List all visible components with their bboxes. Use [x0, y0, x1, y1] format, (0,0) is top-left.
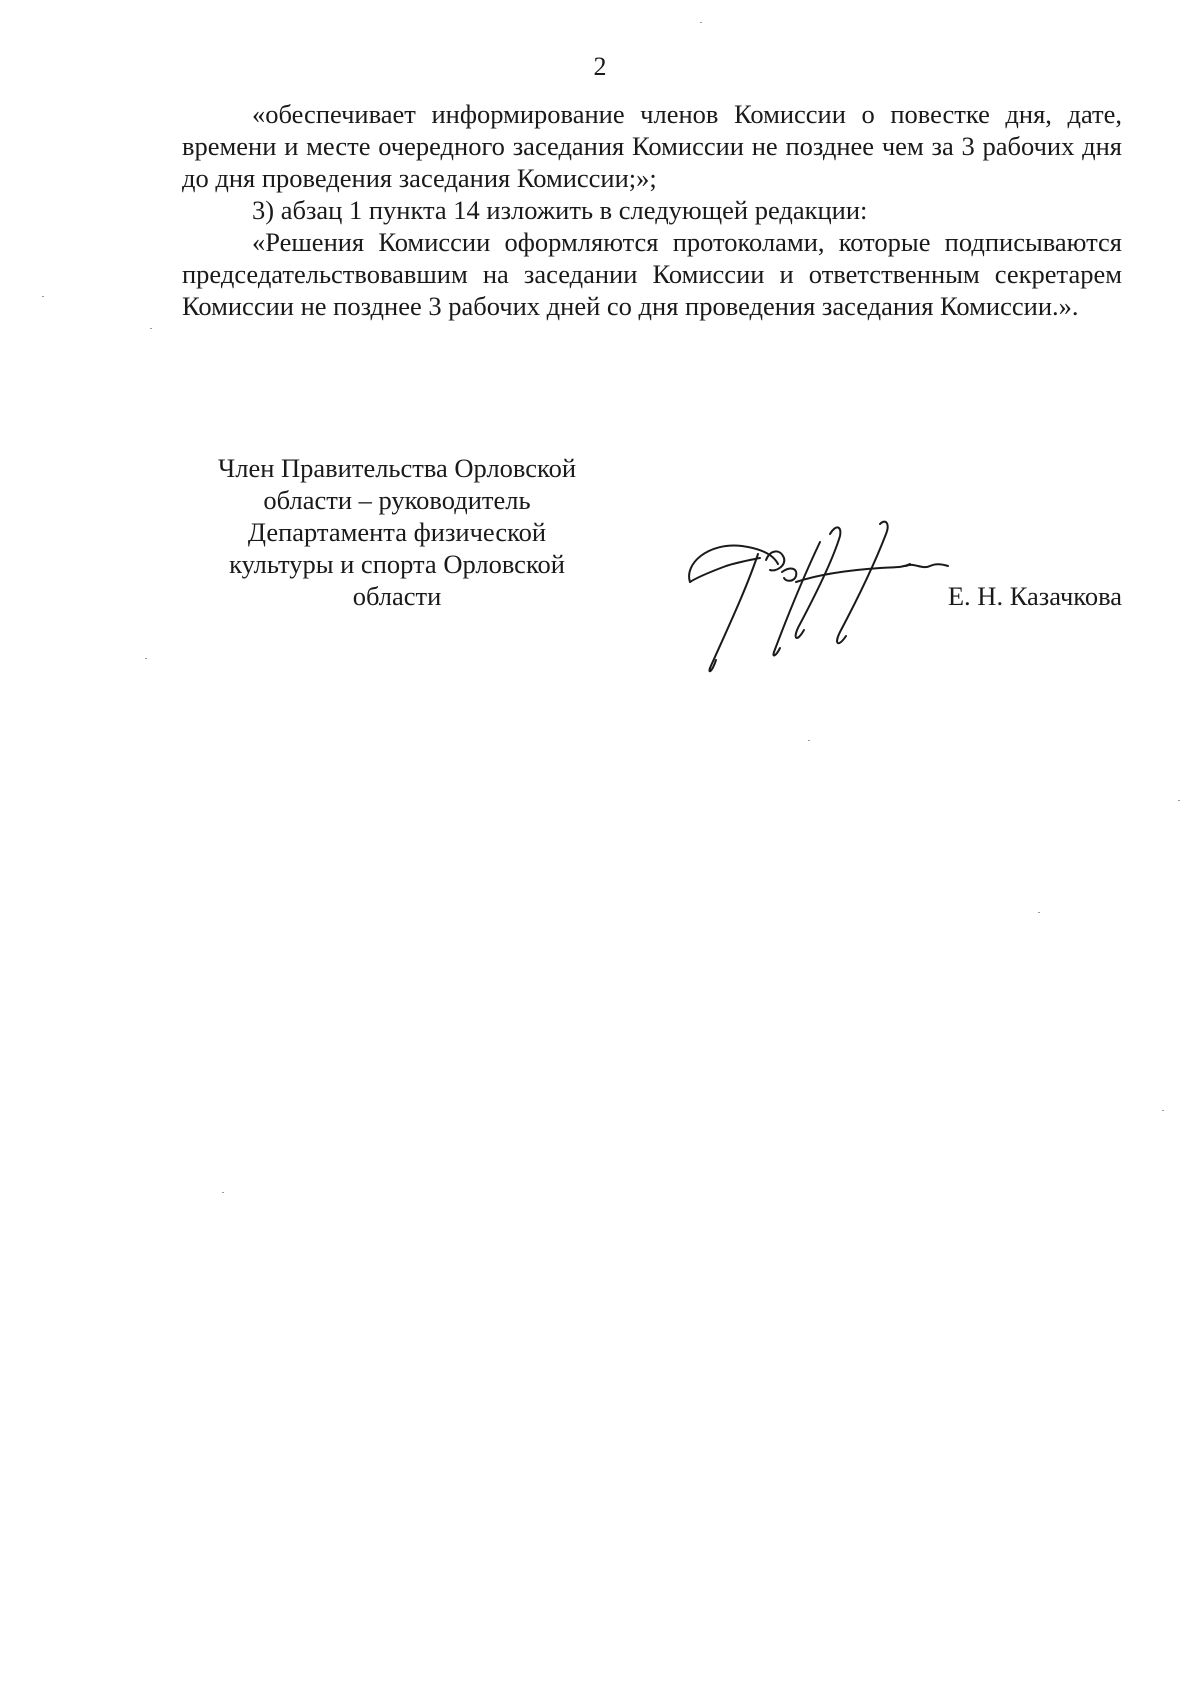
scan-speck	[1178, 800, 1180, 801]
signer-title-line: области – руководитель	[263, 485, 531, 515]
signer-title-line: Член Правительства Орловской	[218, 453, 576, 483]
signer-title-line: области	[352, 581, 442, 611]
scan-speck	[42, 296, 44, 297]
scan-speck	[700, 22, 702, 23]
paragraph-notification-clause: «обеспечивает информирование членов Комиссии о повестке дня, дате, времени и месте очередного заседания Комиссии не позднее чем за 3 рабочих дня до дня проведения заседания Комиссии;»;	[182, 99, 1122, 193]
scan-speck	[1162, 1110, 1164, 1111]
signer-position-title	[182, 452, 612, 612]
handwritten-signature-icon	[680, 520, 950, 690]
signer-name: Е. Н. Казачкова	[947, 581, 1122, 611]
scan-speck	[150, 328, 152, 329]
signer-title-line: культуры и спорта Орловской	[229, 549, 565, 579]
page-number: 2	[593, 52, 607, 81]
paragraph-decisions-clause: «Решения Комиссии оформляются протоколами, которые подписываются председательствовавшим на заседании Комиссии и ответственным секретарем Комиссии не позднее 3 рабочих дней со дня проведения заседания Комиссии.».	[182, 227, 1122, 321]
paragraph-amendment-item-3: 3) абзац 1 пункта 14 изложить в следующей редакции:	[252, 195, 868, 225]
scan-speck	[222, 1192, 224, 1193]
document-body	[182, 98, 1122, 322]
scan-speck	[1038, 912, 1040, 913]
signer-title-line: Департамента физической	[247, 517, 547, 547]
scan-speck	[145, 658, 147, 659]
scan-speck	[808, 740, 810, 741]
